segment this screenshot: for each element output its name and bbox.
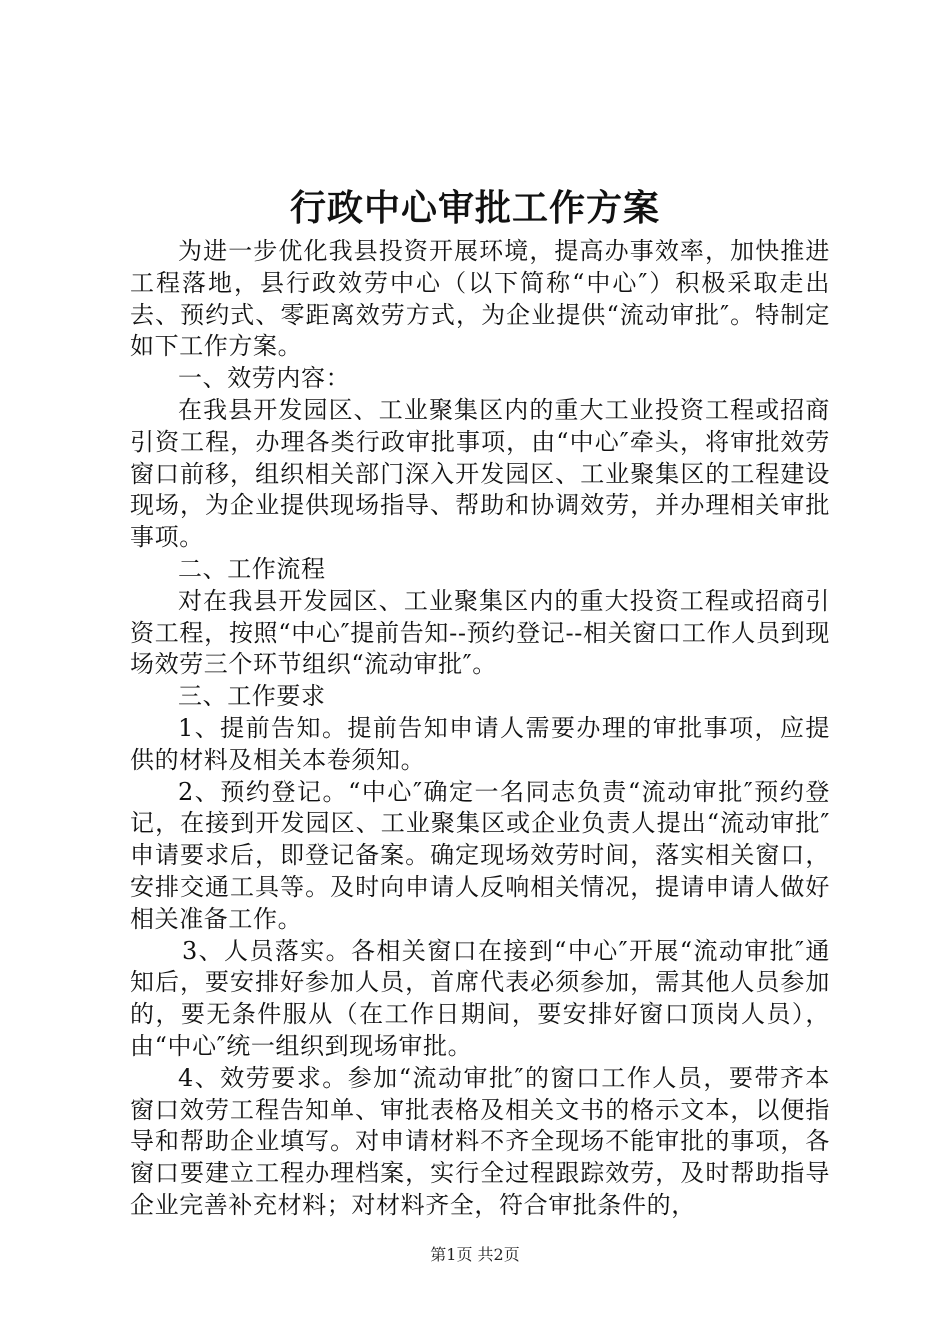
paragraph-service-content: 在我县开发园区、工业聚集区内的重大工业投资工程或招商引资工程，办理各类行政审批事项，由“中心″牵头，将审批效劳窗口前移，组织相关部门深入开发园区、工业聚集区的工程建设现场，为企业提供现场指导、帮助和协调效劳，并办理相关审批事项。 — [130, 395, 830, 552]
document-title: 行政中心审批工作方案 — [289, 187, 660, 229]
heading-requirements: 三、工作要求 — [178, 682, 326, 711]
heading-service-content: 一、效劳内容： — [178, 364, 351, 393]
paragraph-workflow: 对在我县开发园区、工业聚集区内的重大投资工程或招商引资工程，按照“中心″提前告知--预约登记--相关窗口工作人员到现场效劳三个环节组织“流动审批″。 — [130, 586, 830, 679]
paragraph-requirement-4: 4、效劳要求。参加“流动审批″的窗口工作人员，要带齐本窗口效劳工程告知单、审批表格及相关文书的格示文本，以便指导和帮助企业填写。对申请材料不齐全现场不能审批的事项，各窗口要建立工程办理档案，实行全过程跟踪效劳，及时帮助指导企业完善补充材料；对材料齐全，符合审批条件的， — [130, 1063, 830, 1219]
paragraph-requirement-1: 1、提前告知。提前告知申请人需要办理的审批事项，应提供的材料及相关本卷须知。 — [130, 713, 830, 774]
page-footer: 第1页 共2页 — [430, 1245, 520, 1264]
paragraph-requirement-2: 2、预约登记。“中心″确定一名同志负责“流动审批″预约登记，在接到开发园区、工业聚集区或企业负责人提出“流动审批″申请要求后，即登记备案。确定现场效劳时间，落实相关窗口，安排交通工具等。及时向申请人反响相关情况，提请申请人做好相关准备工作。 — [130, 777, 830, 933]
paragraph-intro: 为进一步优化我县投资开展环境，提高办事效率，加快推进工程落地，县行政效劳中心（以下简称“中心″）积极采取走出去、预约式、零距离效劳方式，为企业提供“流动审批″。特制定如下工作方案。 — [130, 237, 830, 361]
heading-workflow: 二、工作流程 — [178, 554, 326, 583]
paragraph-requirement-3: 3、人员落实。各相关窗口在接到“中心″开展“流动审批″通知后，要安排好参加人员，首席代表必须参加，需其他人员参加的，要无条件服从（在工作日期间，要安排好窗口顶岗人员），由“中心″统一组织到现场审批。 — [130, 936, 830, 1060]
document-body — [130, 236, 830, 1222]
